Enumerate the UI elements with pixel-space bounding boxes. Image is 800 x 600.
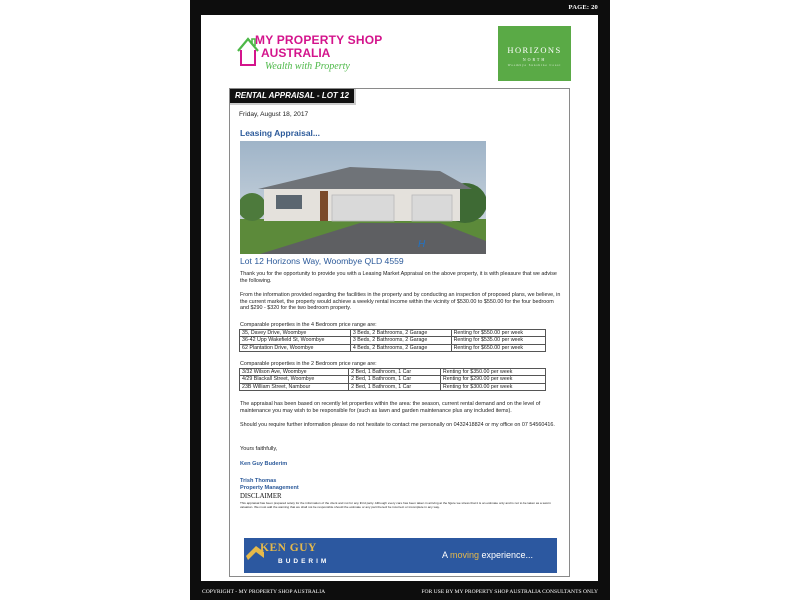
- footer-left: COPYRIGHT - MY PROPERTY SHOP AUSTRALIA: [202, 588, 326, 595]
- appraisal-box: [229, 88, 570, 577]
- table-cell: 3/32 Wilson Ave, Woombye: [240, 369, 349, 376]
- table-cell: 2 Bed, 1 Bathroom, 1 Car: [349, 369, 441, 376]
- slogan-part-b: experience...: [478, 550, 533, 560]
- table-cell: 3 Beds, 2 Bathrooms, 2 Garage: [350, 337, 451, 344]
- banner-slogan: [442, 550, 533, 560]
- section-title: Leasing Appraisal...: [240, 128, 320, 138]
- horizons-name: HORIZONS: [507, 45, 562, 55]
- table-cell: 35, Davey Drive, Woombye: [240, 330, 351, 337]
- table-row: [240, 369, 546, 376]
- table2-label: Comparable properties in the 2 Bedroom price range are:: [240, 361, 377, 367]
- four-bedroom-table: [239, 329, 546, 352]
- signer-name: Trish Thomas: [240, 478, 277, 484]
- disclaimer-text: This appraisal has been prepared solely for the information of the client and not for any third party. Although every care has been taken in arriving at the figure we stress that it is an estimate only and is not to be taken as a sworn valuation. We must add the warning that we shall not be responsible should the estimate or any part thereof be incorrect or incomplete in any way.: [240, 501, 551, 509]
- table-cell: 62 Plantation Drive, Woombye: [240, 344, 351, 351]
- table1-label: Comparable properties in the 4 Bedroom price range are:: [240, 322, 377, 328]
- horizons-north-logo: [498, 26, 571, 81]
- intro-paragraph: Thank you for the opportunity to provide you with a Leasing Market Appraisal on the above property, it is with pleasure that we advise the following.: [240, 271, 557, 284]
- table-cell: 4 Beds, 2 Bathrooms, 2 Garage: [350, 344, 451, 351]
- table-row: [240, 383, 546, 390]
- table-row: [240, 376, 546, 383]
- table-cell: 23B William Street, Nambour: [240, 383, 349, 390]
- logo-line2: AUSTRALIA: [261, 46, 331, 60]
- table-cell: Renting for $535.00 per week: [451, 337, 545, 344]
- banner-name: KEN GUY: [260, 542, 317, 554]
- slogan-part-a: A: [441, 550, 450, 560]
- contact-paragraph: Should you require further information please do not hesitate to contact me personally on 0432418824 or my office on 07 54560416.: [240, 422, 555, 428]
- footer-bar: [190, 583, 610, 600]
- closing-text: Yours faithfully,: [240, 446, 278, 452]
- table-cell: 36-42 Upp Wakefield St, Woombye: [240, 337, 351, 344]
- appraisal-tag: RENTAL APPRAISAL - LOT 12: [230, 89, 356, 105]
- banner-sub: BUDERIM: [278, 558, 330, 565]
- document-page: [190, 0, 610, 600]
- logo-line1: MY PROPERTY SHOP: [255, 33, 383, 47]
- horizons-sub2: Woombye Sunshine Coast: [507, 63, 562, 67]
- appraisal-date: Friday, August 18, 2017: [239, 111, 309, 118]
- property-photo: [240, 141, 486, 254]
- disclaimer-title: DISCLAIMER: [240, 493, 282, 500]
- company-name: Ken Guy Buderim: [240, 461, 288, 467]
- table-cell: Renting for $650.00 per week: [451, 344, 545, 351]
- table-row: [240, 344, 546, 351]
- photo-watermark-icon: H: [418, 239, 426, 250]
- table-cell: 2 Bed, 1 Bathroom, 1 Car: [349, 383, 441, 390]
- table-cell: 2 Bed, 1 Bathroom, 1 Car: [349, 376, 441, 383]
- estimate-paragraph: From the information provided regarding the facilities in the property and by conducting an inspection of proposed plans, we believe, in the current market, the property would achieve a weekly rental income within the vicinity of $530.00 to $550.00 for the four bedroom and $290 - $320 for the two bedroom property.: [240, 292, 561, 312]
- logo-tagline: Wealth with Property: [265, 61, 350, 72]
- table-cell: Renting for $350.00 per week: [440, 369, 545, 376]
- basis-paragraph: The appraisal has been based on recently let properties within the area: the season, current rental demand and on the level of maintenance you may wish to be responsible for (such as lawn and garden maintenance plus any included items).: [240, 401, 541, 414]
- property-address: Lot 12 Horizons Way, Woombye QLD 4559: [240, 256, 404, 266]
- table-cell: 3 Beds, 2 Bathrooms, 2 Garage: [350, 330, 451, 337]
- table-cell: Renting for $300.00 per week: [440, 383, 545, 390]
- two-bedroom-table: [239, 368, 546, 391]
- table-cell: Renting for $550.00 per week: [451, 330, 545, 337]
- footer-right: FOR USE BY MY PROPERTY SHOP AUSTRALIA CONSULTANTS ONLY: [421, 588, 598, 595]
- my-property-shop-logo: [235, 33, 405, 77]
- page-number: PAGE: 20: [568, 4, 598, 11]
- ken-guy-banner: [244, 538, 557, 573]
- brochure-sheet: [201, 15, 598, 581]
- table-row: [240, 330, 546, 337]
- horizons-sub: NORTH: [522, 57, 547, 62]
- table-cell: Renting for $290.00 per week: [440, 376, 545, 383]
- signer-role: Property Management: [240, 485, 299, 491]
- table-row: [240, 337, 546, 344]
- slogan-highlight: moving: [449, 550, 479, 560]
- table-cell: 4/29 Blackall Street, Woombye: [240, 376, 349, 383]
